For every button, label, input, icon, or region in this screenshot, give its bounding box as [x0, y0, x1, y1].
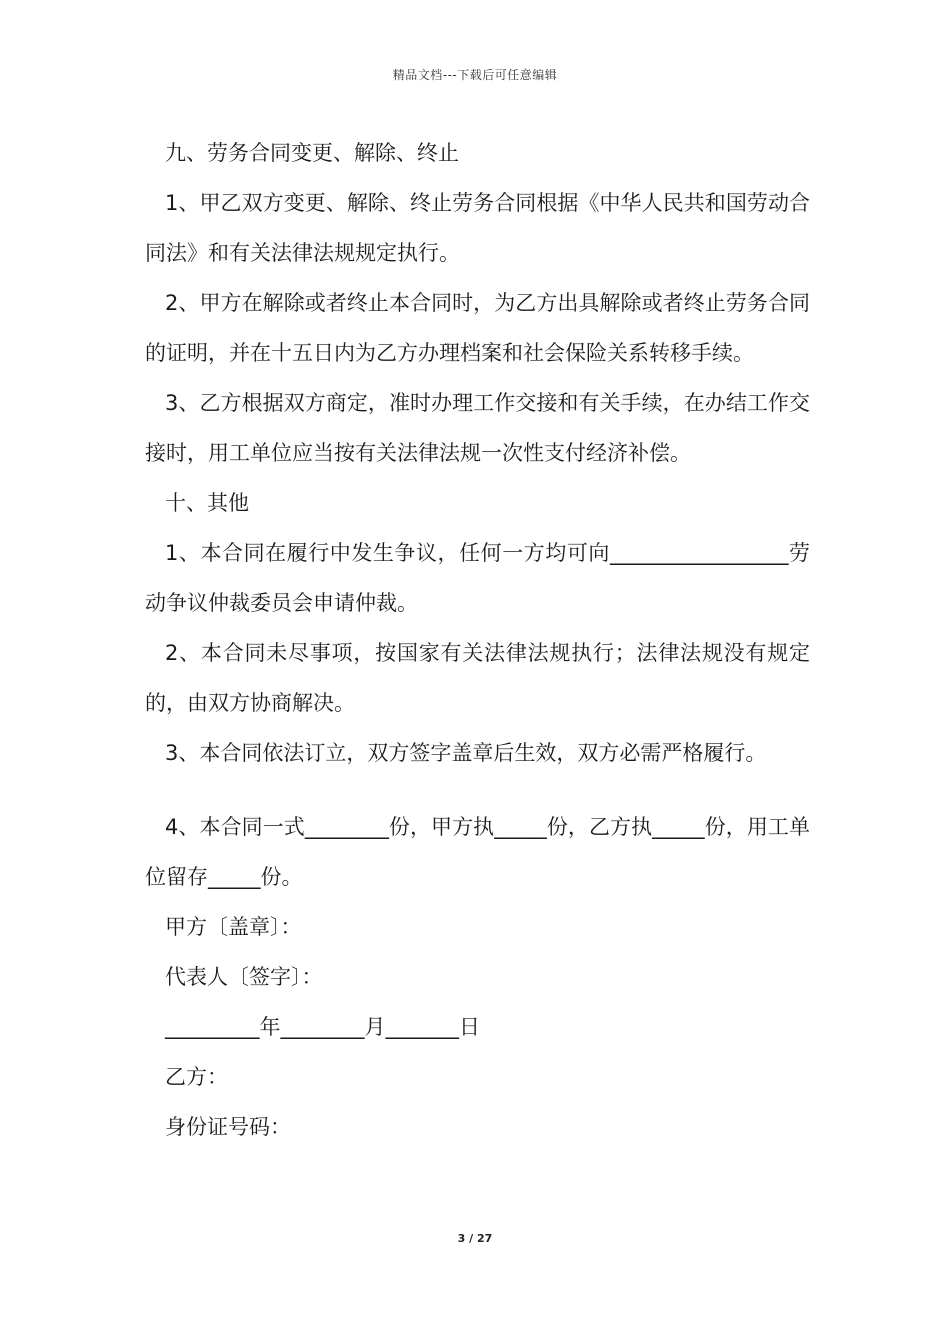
section-9-paragraph-2: 2、甲方在解除或者终止本合同时，为乙方出具解除或者终止劳务合同的证明，并在十五日内为乙方办理档案和社会保险关系转移手续。	[145, 291, 810, 365]
page-header: 精品文档---下载后可任意编辑	[392, 68, 558, 82]
section-9-title: 九、劳务合同变更、解除、终止	[165, 141, 459, 165]
date-line: _________年________月_______日	[165, 1015, 480, 1039]
section-10-paragraph-1: 1、本合同在履行中发生争议，任何一方均可向_________________劳动争议仲裁委员会申请仲裁。	[145, 541, 810, 615]
document-body	[145, 128, 810, 1152]
id-number-label: 身份证号码：	[165, 1115, 291, 1139]
page-number: 3 / 27	[457, 1232, 493, 1245]
section-10-paragraph-4: 4、本合同一式________份，甲方执_____份，乙方执_____份，用工单位留存_____份。	[145, 815, 810, 889]
section-10-paragraph-2: 2、本合同未尽事项，按国家有关法律法规执行；法律法规没有规定的，由双方协商解决。	[145, 641, 810, 715]
party-a-seal-label: 甲方〔盖章〕：	[165, 915, 302, 939]
representative-signature-label: 代表人〔签字〕：	[165, 965, 323, 989]
party-b-label: 乙方：	[165, 1065, 228, 1089]
section-10-title: 十、其他	[165, 491, 249, 515]
section-10-paragraph-3: 3、本合同依法订立，双方签字盖章后生效，双方必需严格履行。	[165, 741, 767, 765]
section-9-paragraph-3: 3、乙方根据双方商定，准时办理工作交接和有关手续，在办结工作交接时，用工单位应当按有关法律法规一次性支付经济补偿。	[145, 391, 810, 465]
section-9-paragraph-1: 1、甲乙双方变更、解除、终止劳务合同根据《中华人民共和国劳动合同法》和有关法律法规规定执行。	[145, 191, 810, 265]
